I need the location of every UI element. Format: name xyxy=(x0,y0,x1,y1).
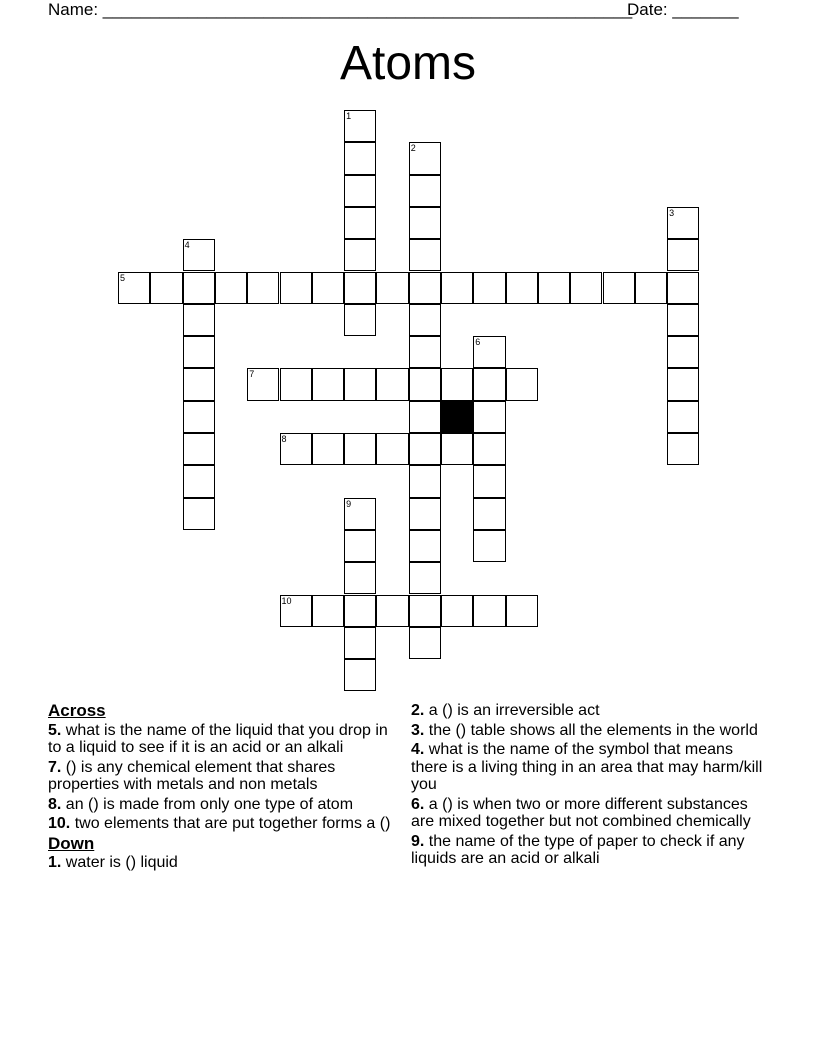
grid-cell[interactable] xyxy=(667,336,699,368)
grid-cell[interactable] xyxy=(376,368,408,400)
clue-number-label: 7 xyxy=(249,369,255,380)
grid-cell[interactable] xyxy=(183,304,215,336)
grid-cell[interactable] xyxy=(603,272,635,304)
grid-cell[interactable] xyxy=(247,272,279,304)
grid-cell[interactable] xyxy=(312,433,344,465)
grid-cell[interactable] xyxy=(344,433,376,465)
grid-cell[interactable] xyxy=(667,239,699,271)
grid-cell[interactable] xyxy=(344,110,376,142)
clue-across-10: 10. two elements that are put together forms a () xyxy=(48,815,391,832)
grid-cell[interactable] xyxy=(344,304,376,336)
grid-cell[interactable] xyxy=(344,239,376,271)
clue-down-6: 6. a () is when two or more different substances are mixed together but not combined chemically xyxy=(411,795,751,830)
clue-across-8: 8. an () is made from only one type of atom xyxy=(48,795,354,813)
clue-number-label: 10 xyxy=(281,595,292,606)
grid-cell[interactable] xyxy=(409,175,441,207)
grid-cell[interactable] xyxy=(473,336,505,368)
grid-cell[interactable] xyxy=(473,530,505,562)
grid-cell[interactable] xyxy=(344,530,376,562)
grid-cell[interactable] xyxy=(667,433,699,465)
grid-cell[interactable] xyxy=(409,595,441,627)
grid-cell[interactable] xyxy=(183,498,215,530)
grid-cell[interactable] xyxy=(506,272,538,304)
clues-left-column xyxy=(48,702,398,874)
clue-number-label: 5 xyxy=(120,272,126,283)
grid-cell[interactable] xyxy=(409,304,441,336)
grid-cell[interactable] xyxy=(376,595,408,627)
clue-number-label: 6 xyxy=(475,337,481,348)
grid-cell[interactable] xyxy=(409,562,441,594)
grid-cell[interactable] xyxy=(409,465,441,497)
grid-cell[interactable] xyxy=(344,272,376,304)
grid-cell[interactable] xyxy=(344,175,376,207)
grid-cell[interactable] xyxy=(473,498,505,530)
grid-cell[interactable] xyxy=(280,272,312,304)
grid-cell[interactable] xyxy=(409,272,441,304)
grid-cell[interactable] xyxy=(473,465,505,497)
grid-cell[interactable] xyxy=(409,498,441,530)
clue-number-label: 8 xyxy=(281,434,287,444)
grid-cell[interactable] xyxy=(473,272,505,304)
grid-cell[interactable] xyxy=(409,530,441,562)
grid-cell[interactable] xyxy=(409,627,441,659)
grid-cell[interactable] xyxy=(667,401,699,433)
grid-cell[interactable] xyxy=(312,595,344,627)
grid-cell[interactable] xyxy=(215,272,247,304)
grid-cell[interactable] xyxy=(409,336,441,368)
grid-cell[interactable] xyxy=(506,368,538,400)
grid-cell[interactable] xyxy=(247,368,279,400)
grid-cell[interactable] xyxy=(376,433,408,465)
date-field[interactable]: Date: _______ xyxy=(627,0,739,19)
grid-cell[interactable] xyxy=(344,659,376,691)
grid-cell[interactable] xyxy=(344,207,376,239)
clues-right-column xyxy=(411,702,766,870)
down-heading: Down xyxy=(48,833,95,853)
clue-number-label: 3 xyxy=(669,207,675,218)
grid-cell[interactable] xyxy=(376,272,408,304)
grid-cell[interactable] xyxy=(409,401,441,433)
grid-cell[interactable] xyxy=(667,304,699,336)
grid-cell[interactable] xyxy=(183,368,215,400)
grid-cell[interactable] xyxy=(280,595,312,627)
grid-cell[interactable] xyxy=(118,272,150,304)
grid-cell[interactable] xyxy=(344,627,376,659)
grid-cell[interactable] xyxy=(506,595,538,627)
clue-number-label: 4 xyxy=(184,240,190,251)
grid-cell[interactable] xyxy=(344,142,376,174)
grid-cell[interactable] xyxy=(183,433,215,465)
grid-cell[interactable] xyxy=(473,433,505,465)
grid-cell[interactable] xyxy=(280,368,312,400)
grid-cell[interactable] xyxy=(344,368,376,400)
grid-cell[interactable] xyxy=(538,272,570,304)
grid-cell[interactable] xyxy=(667,272,699,304)
clue-number-label: 9 xyxy=(346,498,352,509)
clue-number-label: 1 xyxy=(346,111,352,121)
grid-cell[interactable] xyxy=(441,272,473,304)
grid-cell[interactable] xyxy=(409,207,441,239)
grid-cell[interactable] xyxy=(280,433,312,465)
grid-cell[interactable] xyxy=(635,272,667,304)
grid-cell[interactable] xyxy=(473,368,505,400)
grid-cell[interactable] xyxy=(183,336,215,368)
clue-down-3: 3. the () table shows all the elements in the world xyxy=(411,721,758,739)
grid-cell[interactable] xyxy=(183,401,215,433)
grid-cell[interactable] xyxy=(312,368,344,400)
page-title: Atoms xyxy=(339,37,477,90)
grid-cell[interactable] xyxy=(570,272,602,304)
grid-cell[interactable] xyxy=(441,368,473,400)
grid-cell[interactable] xyxy=(409,142,441,174)
clue-down-1: 1. water is () liquid xyxy=(48,854,178,871)
black-cell xyxy=(441,401,473,433)
grid-cell[interactable] xyxy=(409,433,441,465)
grid-cell[interactable] xyxy=(473,595,505,627)
clue-down-4: 4. what is the name of the symbol that means there is a living thing in an area that may harm/kill you xyxy=(411,741,763,793)
across-heading: Across xyxy=(48,701,106,720)
grid-cell[interactable] xyxy=(150,272,182,304)
grid-cell[interactable] xyxy=(183,465,215,497)
grid-cell[interactable] xyxy=(344,595,376,627)
grid-cell[interactable] xyxy=(667,368,699,400)
grid-cell[interactable] xyxy=(441,595,473,627)
grid-cell[interactable] xyxy=(667,207,699,239)
clue-down-2: 2. a () is an irreversible act xyxy=(411,702,600,719)
clue-number-label: 2 xyxy=(410,143,416,154)
clue-across-5: 5. what is the name of the liquid that you drop in to a liquid to see if it is an acid or an alkali xyxy=(48,721,388,756)
name-field[interactable]: Name: ________________________________________________________ xyxy=(48,0,633,19)
clue-down-9: 9. the name of the type of paper to check if any liquids are an acid or alkali xyxy=(411,832,745,867)
clue-across-7: 7. () is any chemical element that shares properties with metals and non metals xyxy=(48,758,336,793)
grid-cell[interactable] xyxy=(409,239,441,271)
grid-cell[interactable] xyxy=(183,272,215,304)
grid-cell[interactable] xyxy=(183,239,215,271)
grid-cell[interactable] xyxy=(312,272,344,304)
grid-cell[interactable] xyxy=(409,368,441,400)
grid-cell[interactable] xyxy=(473,401,505,433)
grid-cell[interactable] xyxy=(441,433,473,465)
grid-cell[interactable] xyxy=(344,498,376,530)
grid-cell[interactable] xyxy=(344,562,376,594)
